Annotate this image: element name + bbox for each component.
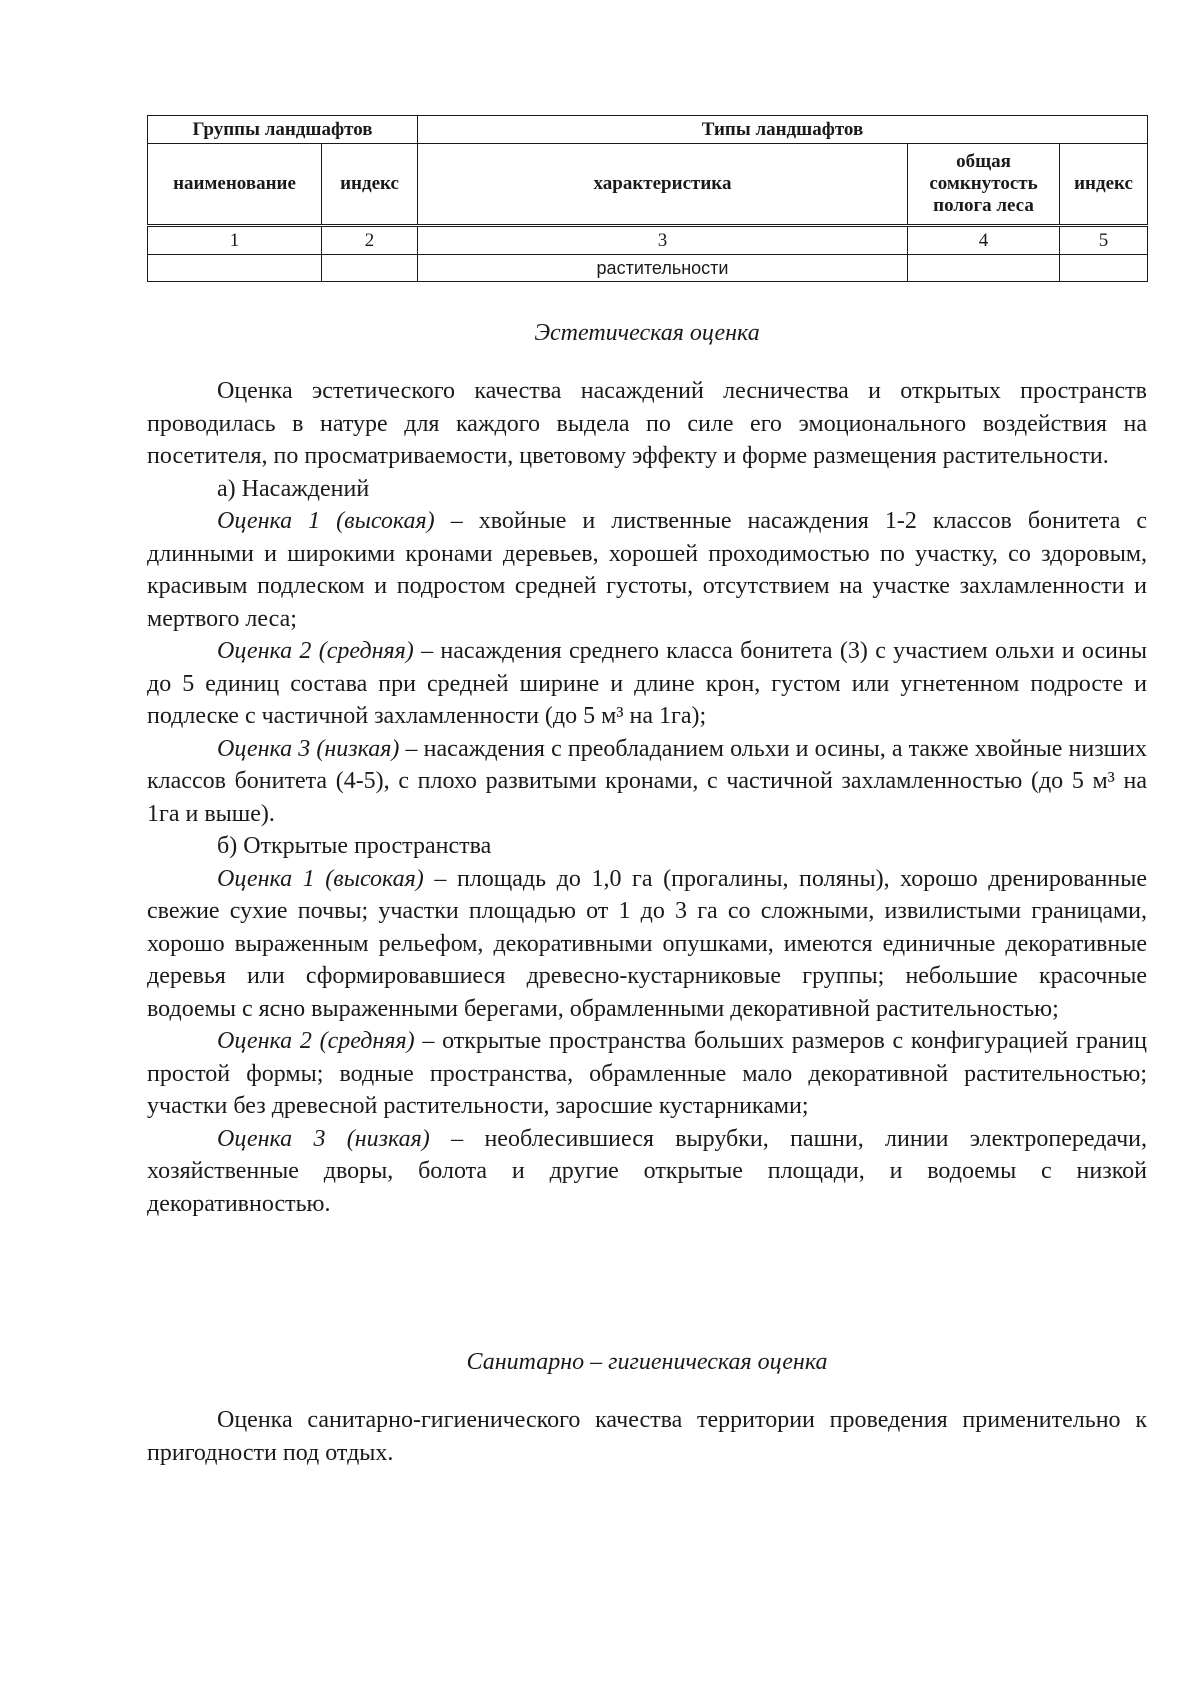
grade-text: – насаждения среднего класса бонитета (3) с участием ольхи и осины до 5 единиц состава при средней ширине и длине крон, густом или угнетенном подросте и подлеске с частичной захламленности (до 5 м³ на 1га);	[147, 638, 1147, 729]
grade-text: – насаждения с преобладанием ольхи и осины, а также хвойные низших классов бонитета (4-5), с плохо развитыми кронами, с частичной захламленностью (до 5 м³ на 1га и выше).	[147, 735, 1148, 827]
col-characteristic-header: характеристика	[418, 144, 908, 226]
aesthetic-section-body	[147, 375, 1147, 1220]
col-index-header: индекс	[322, 144, 418, 226]
landscape-table	[147, 115, 1148, 282]
paragraph: Оценка санитарно-гигиенического качества территории проведения применительно к пригодности под отдых.	[147, 1407, 1147, 1466]
paragraph: Оценка эстетического качества насаждений лесничества и открытых пространств проводилась в натуре для каждого выдела по силе его эмоционального воздействия на посетителя, по просматриваемости, цветовому эффекту и форме размещения растительности.	[147, 378, 1147, 469]
paragraph	[147, 733, 1147, 831]
col-number: 5	[1060, 226, 1148, 255]
types-header: Типы ландшафтов	[418, 116, 1148, 144]
group-header: Группы ландшафтов	[148, 116, 418, 144]
section-title-sanitary: Санитарно – гигиеническая оценка	[466, 1349, 828, 1375]
col-number: 2	[322, 226, 418, 255]
paragraph	[147, 863, 1147, 1026]
grade-label: Оценка 3 (низкая)	[217, 735, 400, 762]
table-cell-characteristic: растительности	[418, 255, 908, 282]
subsection-label-b: б) Открытые пространства	[217, 833, 492, 859]
col-number: 3	[418, 226, 908, 255]
paragraph	[147, 635, 1147, 733]
grade-label: Оценка 2 (средняя)	[217, 1028, 415, 1054]
grade-text: – открытые пространства больших размеров с конфигурацией границ простой формы; водные пространства, обрамленные мало декоративной растительностью; участки без древесной растительности, заросшие кустарниками;	[147, 1028, 1147, 1119]
col-density-header: общая сомкнутость полога леса	[908, 144, 1060, 226]
section-title-aesthetic: Эстетическая оценка	[534, 320, 760, 346]
grade-label: Оценка 3 (низкая)	[217, 1125, 430, 1152]
col-name-header: наименование	[148, 144, 322, 226]
subsection-label-a: а) Насаждений	[217, 475, 370, 502]
table-cell	[148, 255, 322, 282]
grade-label: Оценка 1 (высокая)	[217, 865, 424, 892]
paragraph	[147, 1025, 1147, 1123]
col-index2-header: индекс	[1060, 144, 1148, 226]
paragraph	[147, 505, 1147, 635]
grade-text: – площадь до 1,0 га (прогалины, поляны), хорошо дренированные свежие сухие почвы; участки площадью от 1 до 3 га со сложными, извилистыми границами, хорошо выраженным рельефом, декоративными опушками, имеются единичные декоративные деревья или сформировавшиеся древесно-кустарниковые группы; небольшие красочные водоемы с ясно выраженными берегами, обрамленными декоративной растительностью;	[147, 865, 1147, 1022]
table-cell	[1060, 255, 1148, 282]
grade-label: Оценка 1 (высокая)	[217, 508, 435, 534]
paragraph	[147, 1123, 1147, 1221]
grade-text: – необлесившиеся вырубки, пашни, линии электропередачи, хозяйственные дворы, болота и другие открытые площади, и водоемы с низкой декоративностью.	[147, 1125, 1147, 1217]
col-number: 1	[148, 226, 322, 255]
col-number: 4	[908, 226, 1060, 255]
grade-label: Оценка 2 (средняя)	[217, 638, 414, 664]
sanitary-section-body	[147, 1404, 1147, 1469]
table-cell	[322, 255, 418, 282]
grade-text: – хвойные и лиственные насаждения 1-2 классов бонитета с длинными и широкими кронами деревьев, хорошей проходимостью по участку, со здоровым, красивым подлеском и подростом средней густоты, отсутствием на участке захламленности и мертвого леса;	[147, 508, 1147, 632]
table-cell	[908, 255, 1060, 282]
